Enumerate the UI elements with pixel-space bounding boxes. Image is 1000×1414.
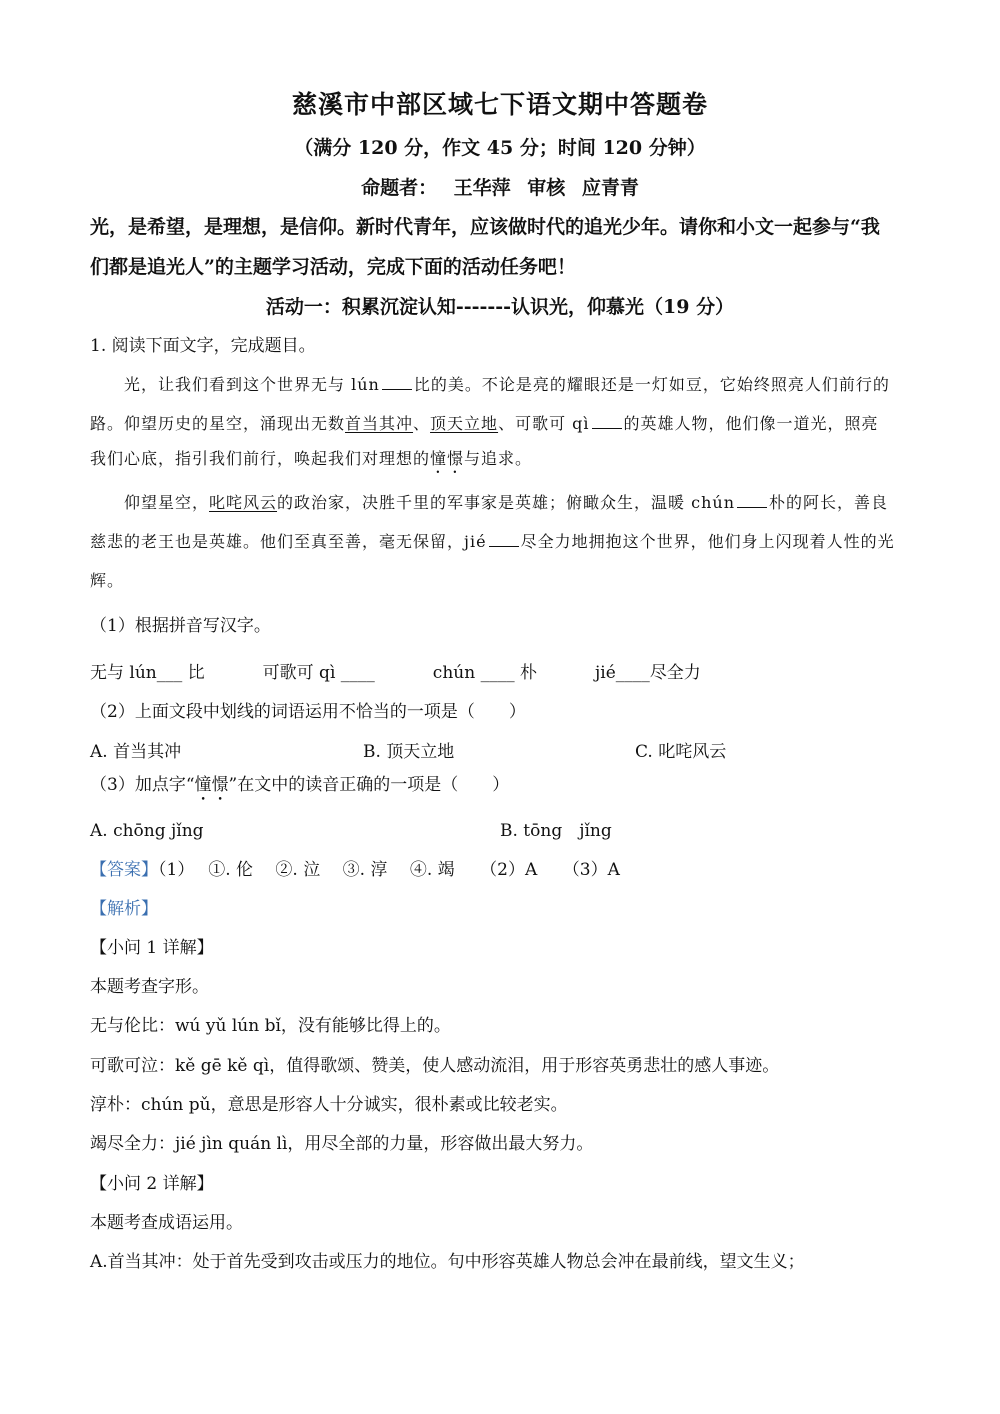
detail-line: 淳朴：chún pǔ，意思是形容人十分诚实，很朴素或比较老实。 xyxy=(90,1095,568,1115)
underlined-word: 顶天立地 xyxy=(430,414,499,433)
option-b: B. tōng jǐng xyxy=(500,821,612,841)
sub-question-2: （2）上面文段中划线的词语运用不恰当的一项是（ ） xyxy=(90,702,526,722)
dotted-word: 憧憬 xyxy=(430,449,465,468)
fill-blank xyxy=(592,412,622,429)
passage-line-4 xyxy=(90,491,912,515)
passage-line-3 xyxy=(90,447,912,477)
option-a: A. chōng jǐng xyxy=(90,821,204,841)
detail-heading: 【小问 2 详解】 xyxy=(90,1174,214,1194)
sub-question-3 xyxy=(90,773,912,805)
question-prompt: 1. 阅读下面文字，完成题目。 xyxy=(90,336,316,356)
option-c: C. 叱咤风云 xyxy=(635,742,727,762)
activity-heading: 活动一：积累沉淀认知-------认识光，仰慕光（19 分） xyxy=(265,296,735,318)
passage-text: 比的美。不论是亮的耀眼还是一灯如豆，它始终照亮人们前行的 xyxy=(413,375,890,394)
option-a: A. 首当其冲 xyxy=(90,742,182,762)
passage-text: 路。仰望历史的星空，涌现出无数 xyxy=(90,414,346,433)
detail-line: 本题考查成语运用。 xyxy=(90,1213,243,1233)
passage-text: 仰望星空， xyxy=(124,493,210,512)
page-title: 慈溪市中部区域七下语文期中答题卷 xyxy=(291,90,708,119)
option-b: B. 顶天立地 xyxy=(363,742,455,762)
question-text: ”在文中的读音正确的一项是（ ） xyxy=(228,775,510,795)
passage-line-2 xyxy=(90,412,912,436)
passage-text: 光，让我们看到这个世界无与 lún xyxy=(124,375,380,394)
detail-line: 本题考查字形。 xyxy=(90,977,209,997)
fill-blank xyxy=(737,491,767,508)
detail-line: A.首当其冲：处于首先受到攻击或压力的地位。句中形容英雄人物总会冲在最前线，望文生义； xyxy=(90,1252,805,1272)
passage-text: 与追求。 xyxy=(464,449,533,468)
passage-line-5 xyxy=(90,530,912,554)
intro-line-1: 光，是希望，是理想，是信仰。新时代青年，应该做时代的追光少年。请你和小文一起参与“我 xyxy=(90,216,880,238)
pinyin-item: 无与 lún___ 比 xyxy=(90,663,205,683)
sub1-items xyxy=(90,661,912,685)
passage-text: 、 xyxy=(413,414,431,433)
pinyin-item: 可歌可 qì ____ xyxy=(262,663,375,683)
passage-line-6: 辉。 xyxy=(90,571,125,590)
pinyin-item: chún ____ 朴 xyxy=(432,663,537,683)
authors-line: 命题者： 王华萍 审核 应青青 xyxy=(361,177,639,199)
passage-text: 朴的阿长，善良 xyxy=(769,493,889,512)
answer-line xyxy=(90,858,912,882)
pinyin-item: jié____尽全力 xyxy=(594,663,701,683)
detail-line: 可歌可泣：kě gē kě qì，值得歌颂、赞美，使人感动流泪，用于形容英勇悲壮的感人事迹。 xyxy=(90,1056,780,1076)
passage-text: 、可歌可 qì xyxy=(498,414,590,433)
detail-heading: 【小问 1 详解】 xyxy=(90,938,214,958)
underlined-word: 叱咤风云 xyxy=(209,493,278,512)
score-info: （满分 120 分，作文 45 分；时间 120 分钟） xyxy=(294,137,706,159)
answer-text: （1） ①. 伦 ②. 泣 ③. 淳 ④. 竭 （2）A （3）A xyxy=(158,860,620,880)
passage-text: 的英雄人物，他们像一道光，照亮 xyxy=(623,414,879,433)
passage-text: 慈悲的老王也是英雄。他们至真至善，毫无保留，jié xyxy=(90,532,487,551)
passage-line-1 xyxy=(90,373,912,397)
intro-line-2: 们都是追光人”的主题学习活动，完成下面的活动任务吧！ xyxy=(90,256,576,278)
passage-text: 的政治家，决胜千里的军事家是英雄；俯瞰众生，温暖 chún xyxy=(277,493,735,512)
answer-label: 【答案】 xyxy=(90,860,158,880)
passage-text: 我们心底，指引我们前行，唤起我们对理想的 xyxy=(90,449,431,468)
detail-line: 无与伦比：wú yǔ lún bǐ，没有能够比得上的。 xyxy=(90,1016,451,1036)
question-text: （3）加点字“ xyxy=(90,775,195,795)
detail-line: 竭尽全力：jié jìn quán lì，用尽全部的力量，形容做出最大努力。 xyxy=(90,1134,594,1154)
analysis-label: 【解析】 xyxy=(90,899,158,919)
underlined-word: 首当其冲 xyxy=(345,414,414,433)
dotted-word: 憧憬 xyxy=(194,775,229,795)
fill-blank xyxy=(489,530,519,547)
fill-blank xyxy=(382,373,412,390)
sub-question-1: （1）根据拼音写汉字。 xyxy=(90,616,271,636)
passage-text: 尽全力地拥抱这个世界，他们身上闪现着人性的光 xyxy=(520,532,895,551)
